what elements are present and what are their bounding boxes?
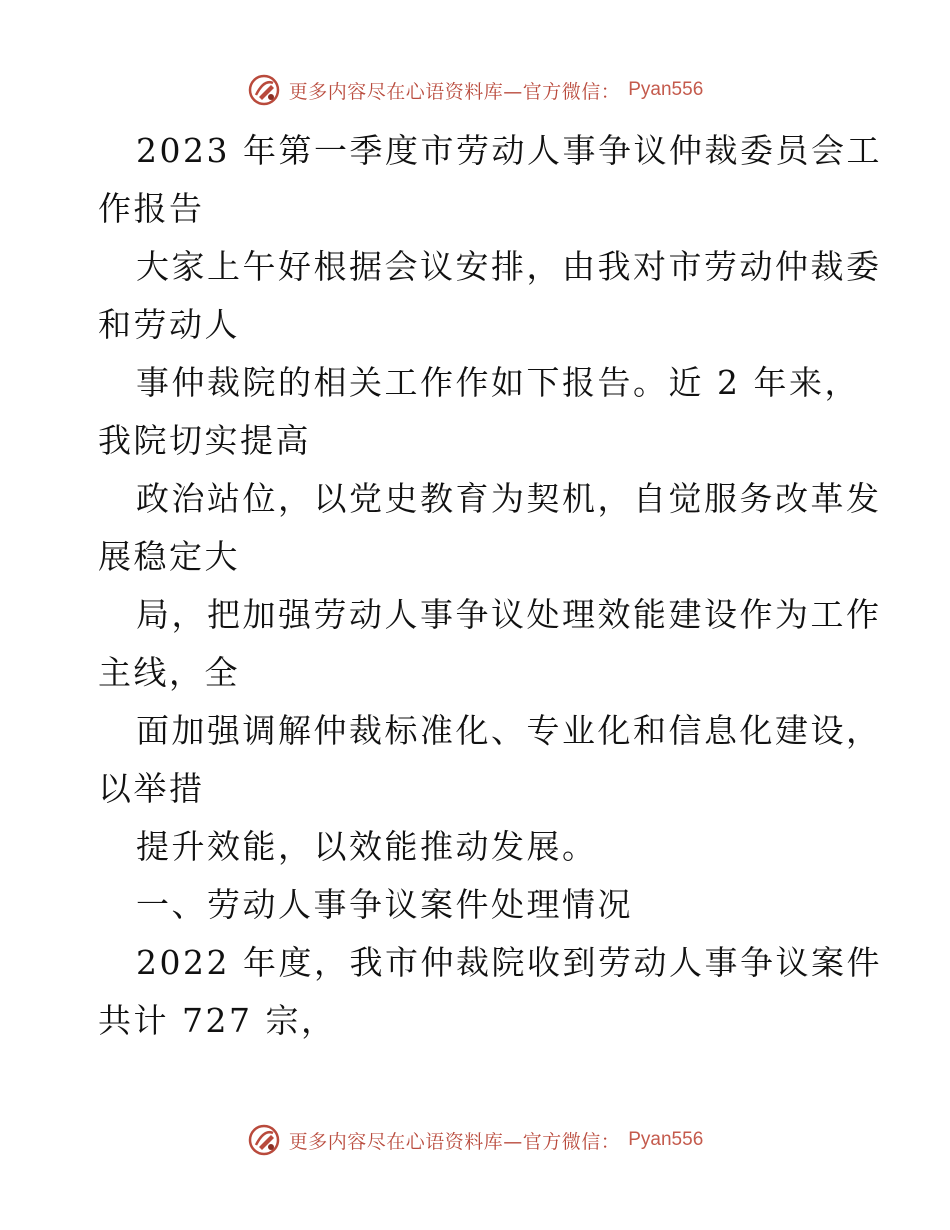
text-line: 大家上午好根据会议安排，由我对市劳动仲裁委	[136, 247, 882, 286]
report-body	[98, 122, 882, 1050]
text-line: 提升效能，以效能推动发展。	[136, 827, 598, 866]
text-line: 以举措	[98, 769, 205, 808]
text-line: 我院切实提高	[98, 421, 311, 460]
watermark-banner-bottom	[0, 1120, 950, 1160]
pen-logo-icon	[247, 73, 281, 107]
text-line: 面加强调解仲裁标准化、专业化和信息化建设，	[136, 711, 882, 750]
text-line: 共计 727 宗，	[98, 1001, 337, 1040]
text-line: 事仲裁院的相关工作作如下报告。近 2 年来，	[136, 363, 860, 402]
text-line: 2023 年第一季度市劳动人事争议仲裁委员会工	[136, 131, 882, 170]
section-heading: 一、劳动人事争议案件处理情况	[136, 885, 633, 924]
watermark-text: 更多内容尽在心语资料库—官方微信：	[288, 1130, 621, 1153]
text-line: 局，把加强劳动人事争议处理效能建设作为工作	[136, 595, 882, 634]
watermark-id: Pyan556	[628, 1129, 704, 1150]
text-line: 和劳动人	[98, 305, 240, 344]
text-line: 2022 年度，我市仲裁院收到劳动人事争议案件	[136, 943, 882, 982]
text-line: 展稳定大	[98, 537, 240, 576]
text-line: 政治站位，以党史教育为契机，自觉服务改革发	[136, 479, 882, 518]
watermark-id: Pyan556	[628, 79, 704, 100]
text-line: 作报告	[98, 189, 205, 228]
pen-logo-icon	[247, 1123, 281, 1157]
watermark-text: 更多内容尽在心语资料库—官方微信：	[288, 80, 621, 103]
watermark-banner-top	[0, 70, 950, 110]
text-line: 主线，全	[98, 653, 240, 692]
